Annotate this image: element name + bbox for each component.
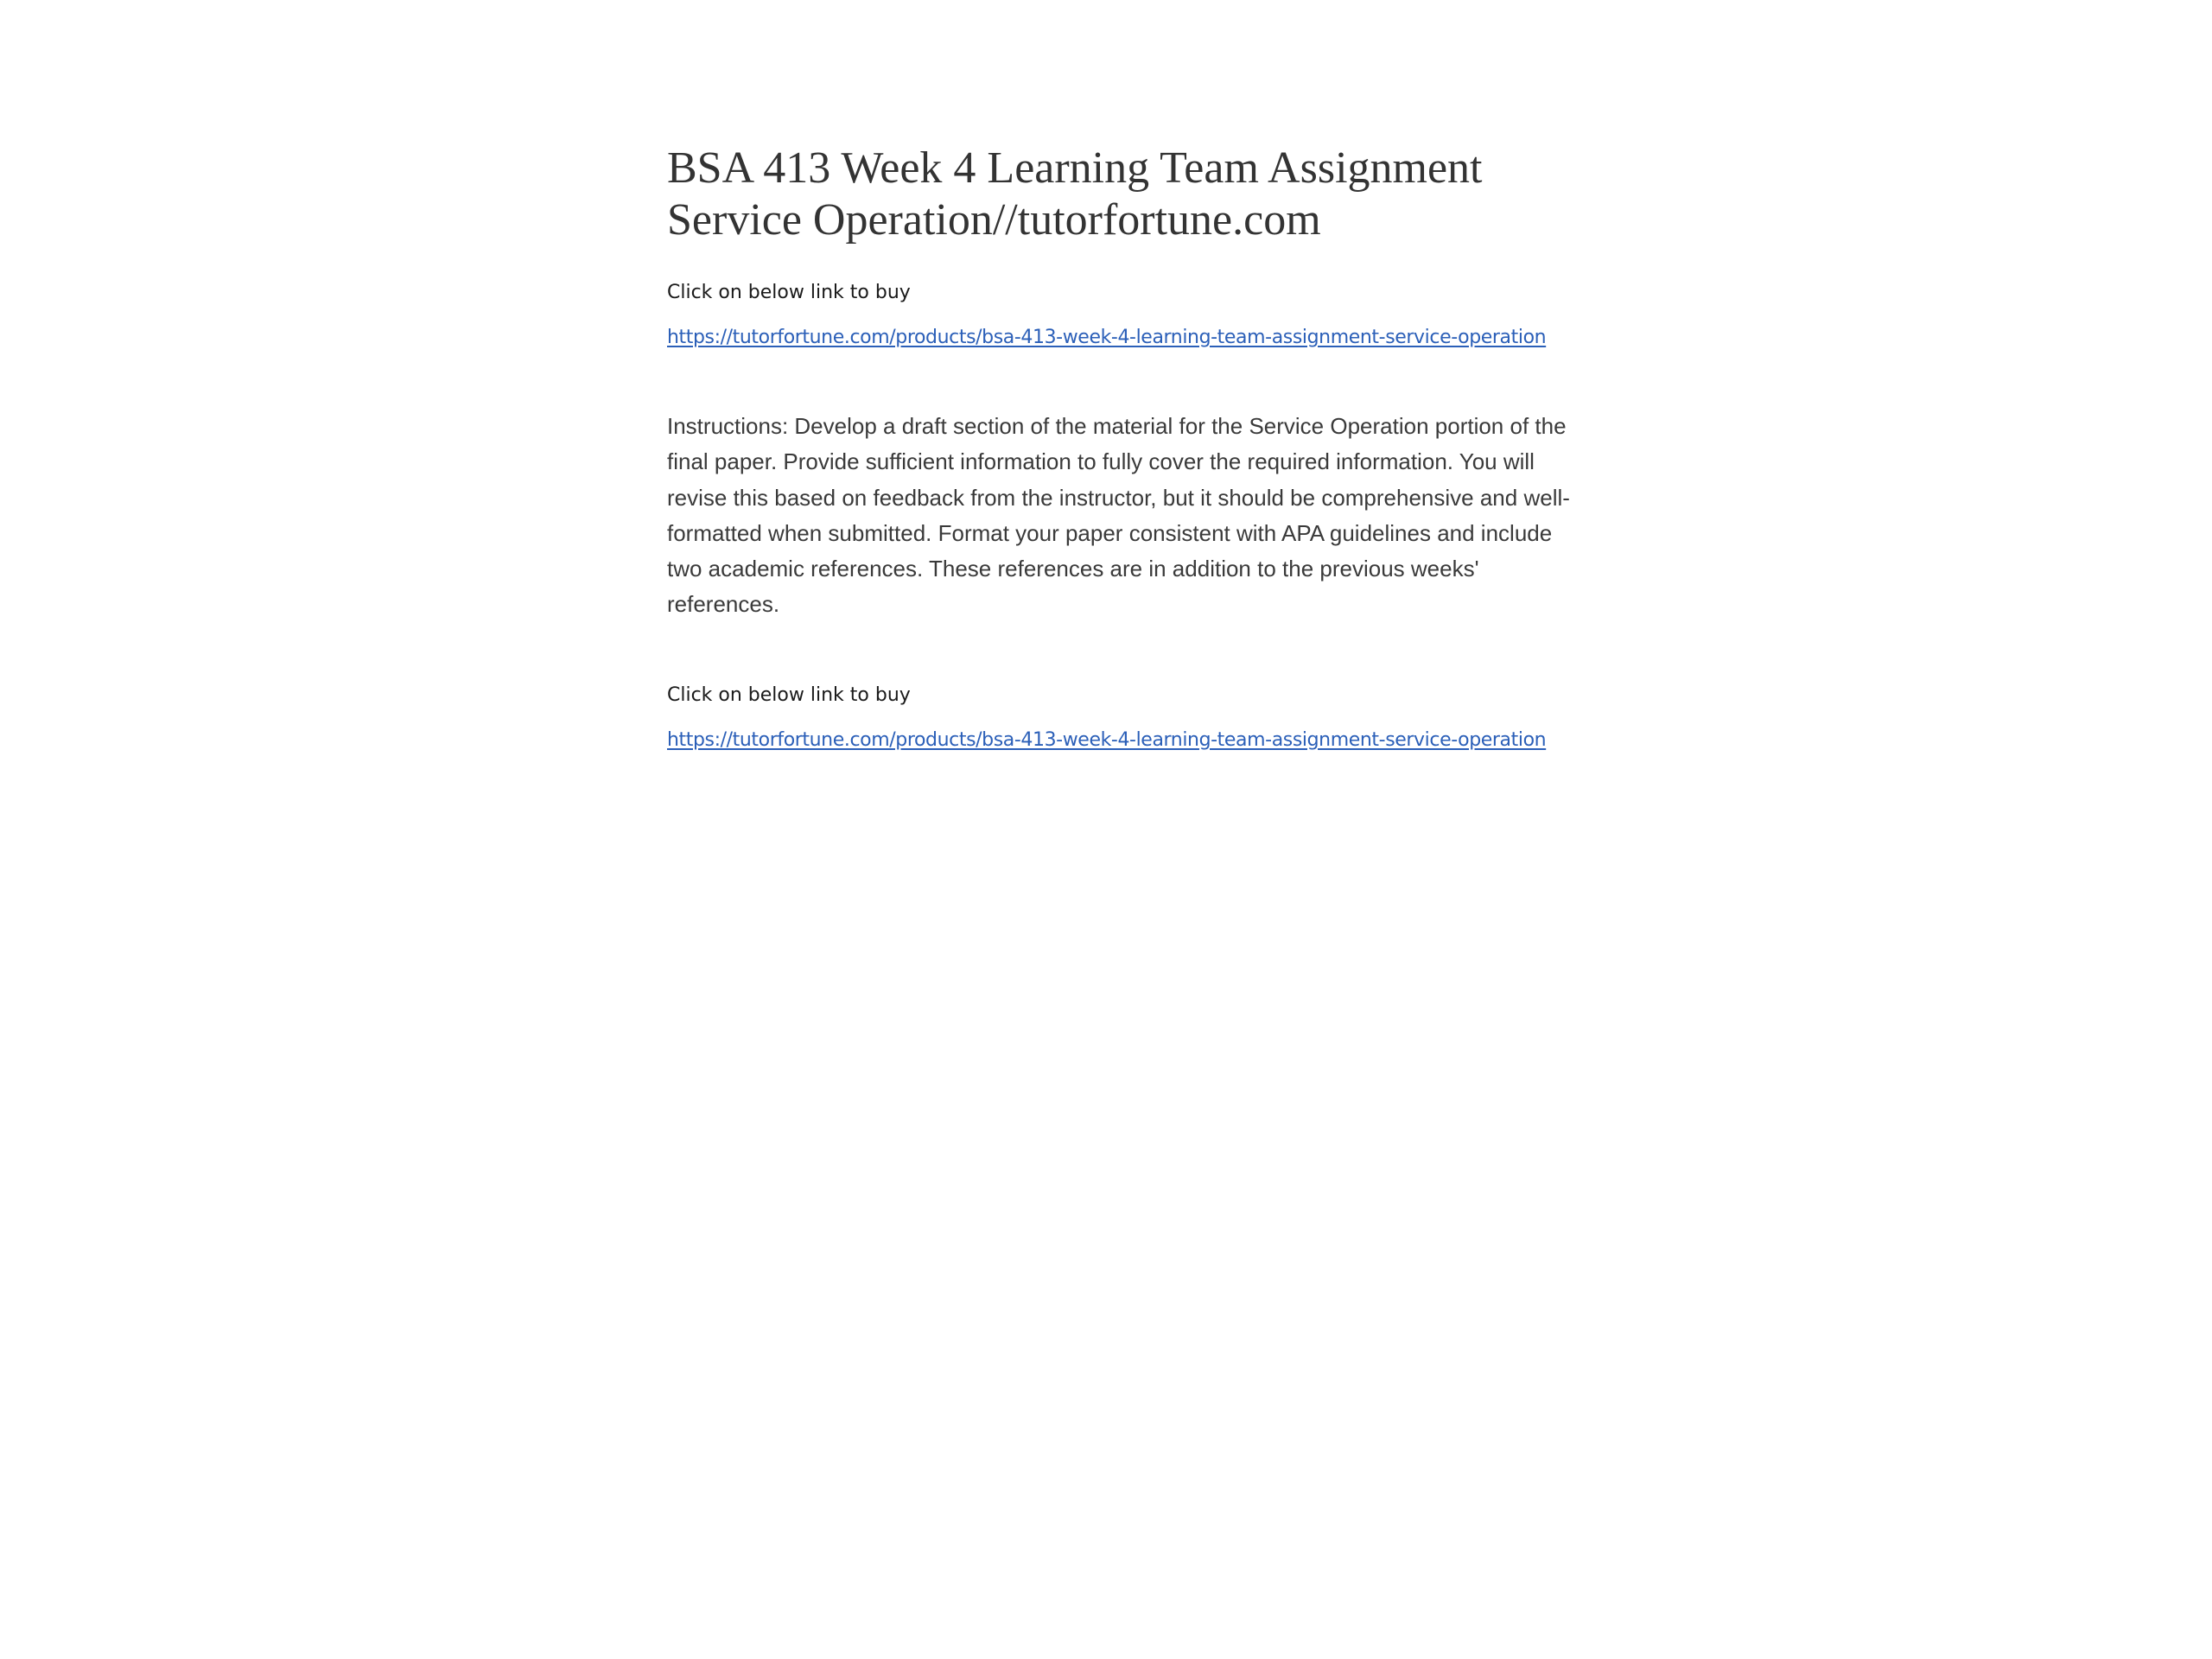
buy-label-top: Click on below link to buy: [667, 282, 911, 303]
instructions-paragraph: Instructions: Develop a draft section of the material for the Service Operation portion of the final paper. Provide sufficient information to fully cover the required information. You will revise this based on feedback from the instructor, but it should be comprehensive and well-formatted when submitted. Format your paper consistent with APA guidelines and include two academic references. These references are in addition to the previous weeks' references.: [667, 413, 1570, 618]
buy-link-top[interactable]: https://tutorfortune.com/products/bsa-413-week-4-learning-team-assignment-service-operation: [667, 327, 1547, 348]
document-content: [667, 143, 1574, 753]
buy-link-row-bottom: [667, 728, 1574, 753]
buy-label-bottom: Click on below link to buy: [667, 683, 911, 706]
buy-link-bottom[interactable]: https://tutorfortune.com/products/bsa-413-week-4-learning-team-assignment-service-operation: [667, 728, 1547, 751]
buy-link-row-top: [667, 325, 1574, 351]
document-title: BSA 413 Week 4 Learning Team Assignment Service Operation//tutorfortune.com: [667, 143, 1483, 245]
